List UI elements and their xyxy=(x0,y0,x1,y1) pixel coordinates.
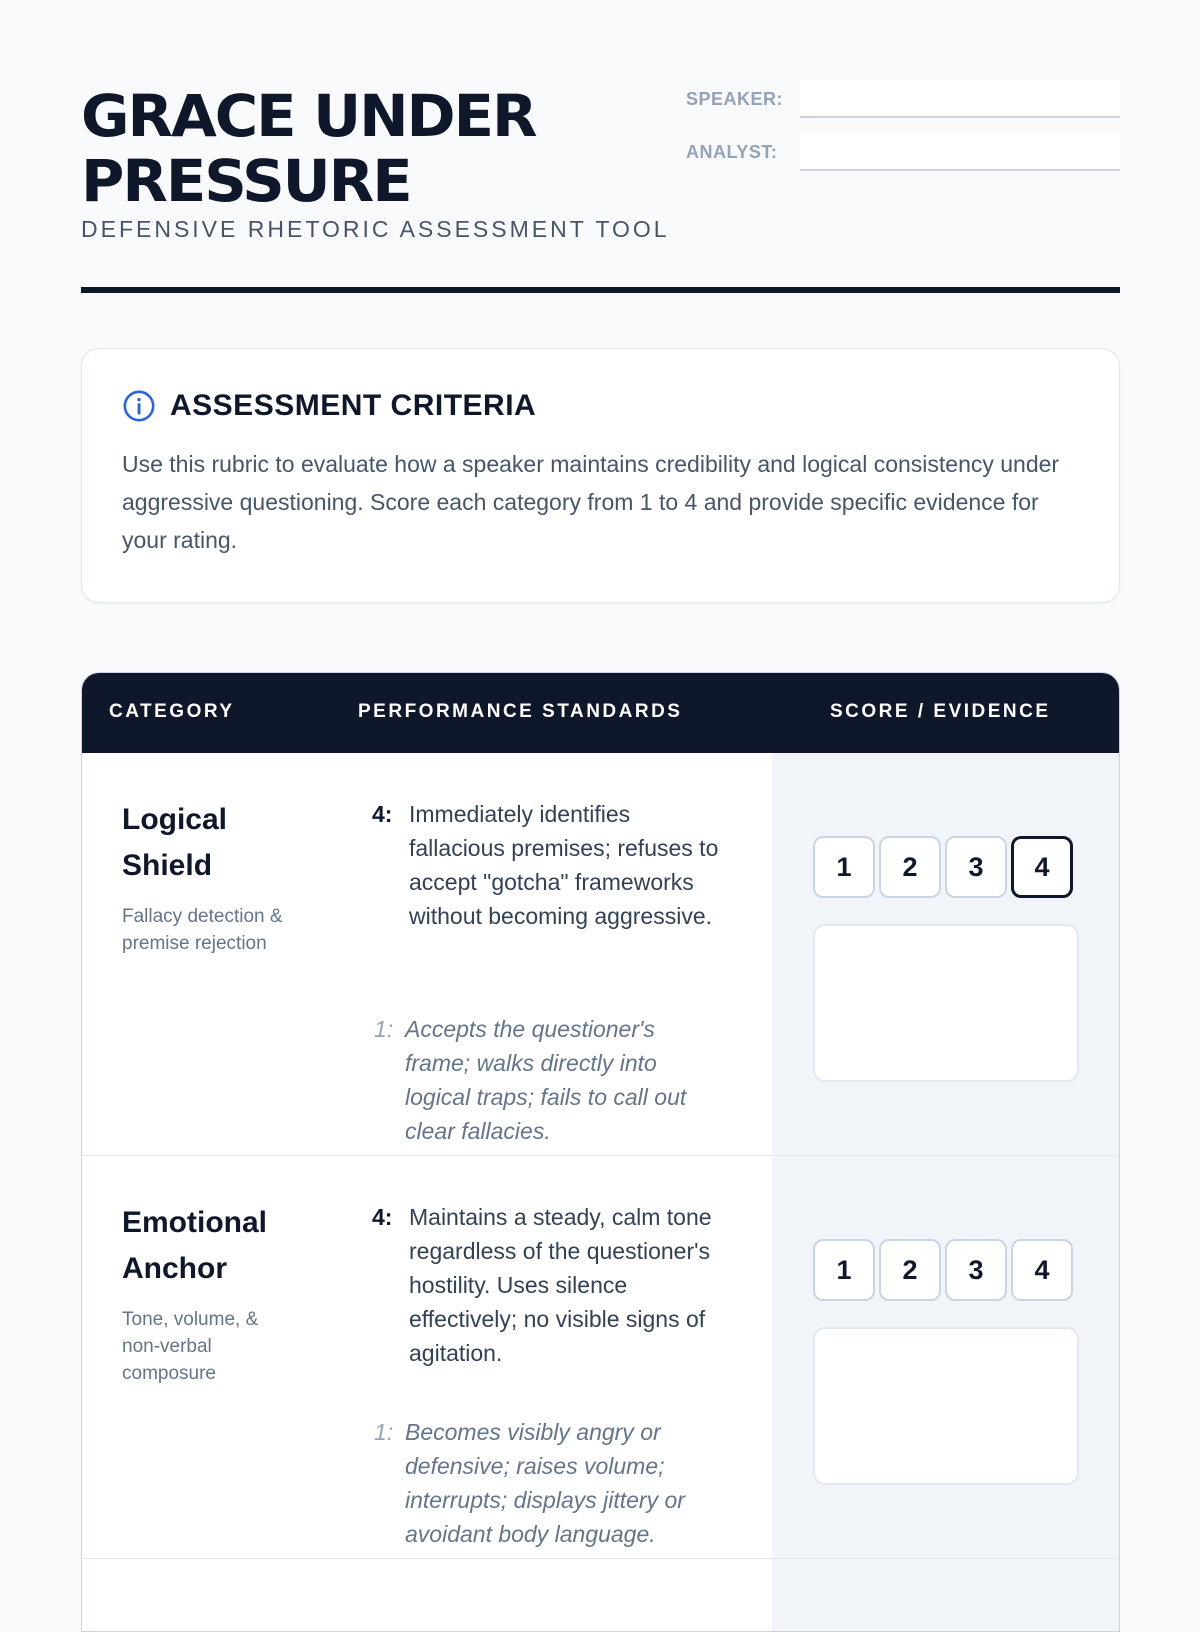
score-button-3[interactable]: 3 xyxy=(945,836,1007,898)
table-row xyxy=(82,753,1119,1156)
category-name-line-1: Logical xyxy=(122,803,228,836)
score-button-2[interactable]: 2 xyxy=(879,1239,941,1301)
category-name xyxy=(122,797,322,889)
score-button-1[interactable]: 1 xyxy=(813,1239,875,1301)
page-subtitle: DEFENSIVE RHETORIC ASSESSMENT TOOL xyxy=(81,216,670,242)
speaker-label: SPEAKER: xyxy=(686,88,784,109)
column-header-performance-standards: PERFORMANCE STANDARDS xyxy=(358,701,683,722)
category-name-line-2: Shield xyxy=(122,849,213,882)
score-button-4[interactable]: 4 xyxy=(1011,1239,1073,1301)
table-row xyxy=(82,1156,1119,1559)
score-selector xyxy=(813,836,1075,898)
assessment-criteria-card xyxy=(81,348,1120,603)
score-button-3[interactable]: 3 xyxy=(945,1239,1007,1301)
table-header xyxy=(82,673,1119,753)
standard-level-text: Becomes visibly angry or defensive; raises volume; interrupts; displays jittery or avoidant body language. xyxy=(405,1419,685,1547)
speaker-input[interactable] xyxy=(800,80,1120,118)
page-header xyxy=(81,0,1120,294)
score-button-2[interactable]: 2 xyxy=(879,836,941,898)
info-icon xyxy=(122,389,156,423)
standard-level-4 xyxy=(372,1200,722,1370)
analyst-field-row xyxy=(686,133,1120,171)
category-name-line-2: Anchor xyxy=(122,1252,227,1285)
criteria-heading xyxy=(122,389,536,423)
column-header-score-evidence: SCORE / EVIDENCE xyxy=(830,701,1051,722)
rubric-page xyxy=(81,0,1120,1547)
score-selector xyxy=(813,1239,1075,1301)
header-divider xyxy=(81,287,1120,293)
standard-level-label: 1: xyxy=(374,1016,394,1042)
table-row xyxy=(82,1559,1119,1632)
criteria-title: ASSESSMENT CRITERIA xyxy=(170,389,537,422)
page-title-line-2: PRESSURE xyxy=(81,147,411,215)
column-header-category: CATEGORY xyxy=(109,701,235,722)
analyst-label: ANALYST: xyxy=(686,141,778,162)
standard-level-text: Immediately identifies fallacious premises; refuses to accept "gotcha" frameworks without becoming aggressive. xyxy=(409,801,719,929)
score-button-4[interactable]: 4 xyxy=(1011,836,1073,898)
category-description: Fallacy detection & premise rejection xyxy=(122,906,283,954)
score-column-background xyxy=(772,1559,1120,1632)
category-description: Tone, volume, & non-verbal composure xyxy=(122,1309,259,1384)
category-name-line-1: Emotional xyxy=(122,1206,268,1239)
standard-level-text: Accepts the questioner's frame; walks directly into logical traps; fails to call out clear fallacies. xyxy=(405,1016,687,1144)
standard-level-text: Maintains a steady, calm tone regardless of the questioner's hostility. Uses silence effectively; no visible signs of agitation. xyxy=(409,1204,712,1366)
category-name xyxy=(122,1200,322,1292)
criteria-description: Use this rubric to evaluate how a speaker maintains credibility and logical consistency under aggressive questioning. Score each category from 1 to 4 and provide specific evidence for your rating. xyxy=(122,451,1060,553)
standard-level-label: 1: xyxy=(374,1419,394,1445)
standard-level-label: 4: xyxy=(372,801,393,827)
evidence-textarea[interactable] xyxy=(813,1327,1079,1485)
page-title xyxy=(81,84,611,214)
score-button-1[interactable]: 1 xyxy=(813,836,875,898)
standard-level-label: 4: xyxy=(372,1204,393,1230)
analyst-input[interactable] xyxy=(800,133,1120,171)
standard-level-1 xyxy=(374,1415,724,1551)
standard-level-1 xyxy=(374,1012,724,1148)
standard-level-4 xyxy=(372,797,722,933)
speaker-field-row xyxy=(686,80,1120,118)
evidence-textarea[interactable] xyxy=(813,924,1079,1082)
rubric-table xyxy=(81,672,1120,1632)
page-title-line-1: GRACE UNDER xyxy=(81,82,536,150)
